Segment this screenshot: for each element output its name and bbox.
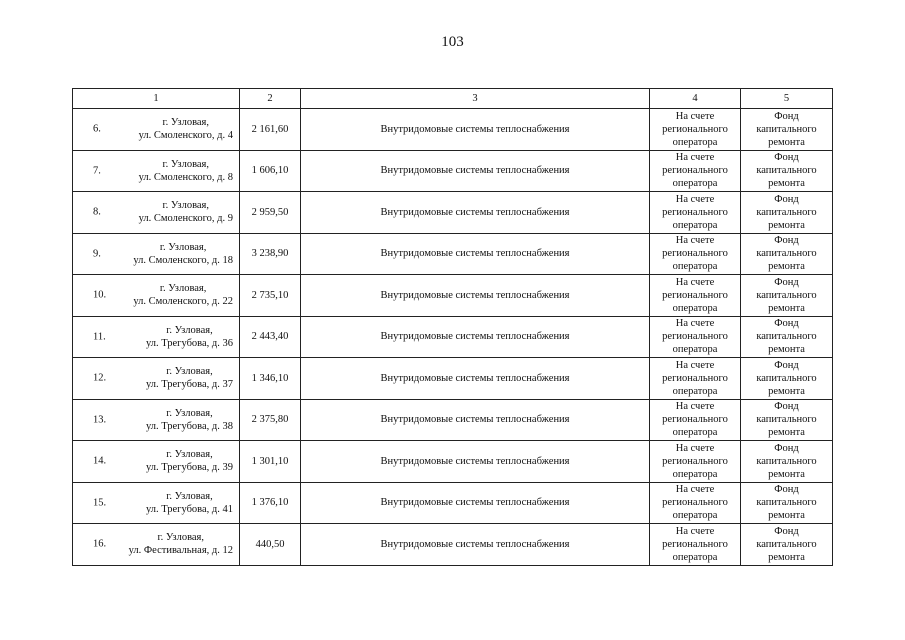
fund-cell [741, 524, 833, 566]
account-line-1: На счете [675, 401, 715, 413]
table-header [73, 89, 833, 109]
account-cell [650, 275, 741, 317]
address-street: ул. Смоленского, д. 4 [138, 130, 233, 142]
fund-line-1: Фонд [774, 110, 799, 122]
account-line-3: оператора [672, 344, 718, 356]
fund-line-2: капитального [756, 123, 817, 135]
address-cell [73, 399, 240, 441]
table-row [73, 233, 833, 275]
address [146, 490, 233, 516]
fund-line-1: Фонд [774, 401, 799, 413]
fund-line-2: капитального [756, 248, 817, 260]
fund-line-2: капитального [756, 455, 817, 467]
account-cell [650, 524, 741, 566]
account-line-2: регионального [662, 497, 728, 509]
address [139, 199, 233, 225]
header-col-3: 3 [301, 89, 650, 109]
header-col-1: 1 [73, 89, 240, 109]
account-cell [650, 358, 741, 400]
account-line-1: На счете [675, 318, 715, 330]
address-city: г. Узловая, [162, 158, 210, 170]
account-line-1: На счете [675, 235, 715, 247]
table-row [73, 316, 833, 358]
account-line-3: оператора [672, 302, 718, 314]
account-line-1: На счете [675, 359, 715, 371]
account-line-1: На счете [675, 193, 715, 205]
area-cell: 440,50 [240, 524, 301, 566]
account-line-1: На счете [675, 152, 715, 164]
table-row [73, 524, 833, 566]
account-line-2: регионального [662, 289, 728, 301]
area-cell: 2 161,60 [240, 109, 301, 151]
account-line-3: оператора [672, 219, 718, 231]
address [133, 241, 233, 267]
account-line-3: оператора [672, 385, 718, 397]
fund-line-1: Фонд [774, 484, 799, 496]
account-cell [650, 482, 741, 524]
fund-line-1: Фонд [774, 276, 799, 288]
account-line-3: оператора [672, 178, 718, 190]
account-line-2: регионального [662, 165, 728, 177]
fund-line-3: ремонта [768, 178, 805, 190]
account-line-3: оператора [672, 551, 718, 563]
fund-line-3: ремонта [768, 385, 805, 397]
fund-cell [741, 150, 833, 192]
address-cell [73, 524, 240, 566]
address-cell [73, 316, 240, 358]
account-line-1: На счете [675, 525, 715, 537]
table-row [73, 275, 833, 317]
fund-cell [741, 233, 833, 275]
row-number: 11. [93, 331, 106, 343]
header-col-4: 4 [650, 89, 741, 109]
address-street: ул. Смоленского, д. 9 [138, 213, 233, 225]
area-cell: 1 301,10 [240, 441, 301, 483]
account-line-1: На счете [675, 484, 715, 496]
address-city: г. Узловая, [162, 117, 210, 129]
account-line-3: оператора [672, 136, 718, 148]
address-city: г. Узловая, [166, 366, 213, 378]
header-col-2: 2 [240, 89, 301, 109]
account-line-3: оператора [672, 468, 718, 480]
address-cell [73, 192, 240, 234]
account-line-2: регионального [662, 455, 728, 467]
address-cell [73, 150, 240, 192]
fund-line-2: капитального [756, 289, 817, 301]
account-line-2: регионального [662, 372, 728, 384]
row-number: 16. [93, 538, 107, 550]
address-cell [73, 441, 240, 483]
fund-line-3: ремонта [768, 219, 805, 231]
address-city: г. Узловая, [166, 407, 213, 419]
address-street: ул. Трегубова, д. 39 [145, 462, 233, 474]
address-street: ул. Трегубова, д. 37 [145, 379, 233, 391]
address [146, 324, 233, 350]
address [146, 407, 233, 433]
account-line-1: На счете [675, 442, 715, 454]
address [139, 158, 233, 184]
work-type-cell: Внутридомовые системы теплоснабжения [301, 441, 650, 483]
account-line-2: регионального [662, 414, 728, 426]
row-number: 15. [93, 497, 107, 509]
fund-line-2: капитального [756, 538, 817, 550]
fund-line-3: ремонта [768, 468, 805, 480]
area-cell: 2 959,50 [240, 192, 301, 234]
area-cell: 1 346,10 [240, 358, 301, 400]
address-street: ул. Смоленского, д. 8 [138, 171, 233, 183]
row-number: 10. [93, 289, 107, 301]
account-cell [650, 441, 741, 483]
fund-cell [741, 399, 833, 441]
repair-table [72, 88, 833, 566]
account-line-1: На счете [675, 276, 715, 288]
row-number: 14. [93, 455, 107, 467]
work-type-cell: Внутридомовые системы теплоснабжения [301, 275, 650, 317]
area-cell: 2 443,40 [240, 316, 301, 358]
address-city: г. Узловая, [159, 283, 207, 295]
fund-cell [741, 109, 833, 151]
table-row [73, 192, 833, 234]
address-cell [73, 358, 240, 400]
area-cell: 3 238,90 [240, 233, 301, 275]
fund-line-3: ремонта [768, 427, 805, 439]
header-col-5: 5 [741, 89, 833, 109]
area-cell: 2 375,80 [240, 399, 301, 441]
account-line-2: регионального [662, 538, 728, 550]
address-cell [73, 482, 240, 524]
account-line-3: оператора [672, 427, 718, 439]
row-number: 13. [93, 414, 107, 426]
account-cell [650, 316, 741, 358]
work-type-cell: Внутридомовые системы теплоснабжения [301, 316, 650, 358]
fund-line-2: капитального [756, 206, 817, 218]
address-city: г. Узловая, [166, 324, 213, 336]
header-row [73, 89, 833, 109]
address-street: ул. Трегубова, д. 41 [145, 503, 233, 515]
fund-line-3: ремонта [768, 551, 805, 563]
account-cell [650, 233, 741, 275]
account-line-2: регионального [662, 248, 728, 260]
account-line-2: регионального [662, 123, 728, 135]
work-type-cell: Внутридомовые системы теплоснабжения [301, 399, 650, 441]
address-city: г. Узловая, [159, 241, 207, 253]
work-type-cell: Внутридомовые системы теплоснабжения [301, 524, 650, 566]
address-street: ул. Трегубова, д. 38 [145, 420, 233, 432]
address-cell [73, 233, 240, 275]
fund-line-3: ремонта [768, 510, 805, 522]
fund-cell [741, 441, 833, 483]
fund-line-2: капитального [756, 372, 817, 384]
account-line-2: регионального [662, 331, 728, 343]
address-street: ул. Смоленского, д. 18 [133, 254, 233, 266]
address [146, 448, 233, 474]
area-cell: 1 606,10 [240, 150, 301, 192]
fund-line-2: капитального [756, 497, 817, 509]
account-cell [650, 192, 741, 234]
area-cell: 2 735,10 [240, 275, 301, 317]
fund-line-2: капитального [756, 414, 817, 426]
address-city: г. Узловая, [166, 490, 213, 502]
address-street: ул. Трегубова, д. 36 [145, 337, 233, 349]
work-type-cell: Внутридомовые системы теплоснабжения [301, 150, 650, 192]
account-line-3: оператора [672, 510, 718, 522]
fund-cell [741, 358, 833, 400]
work-type-cell: Внутридомовые системы теплоснабжения [301, 192, 650, 234]
fund-cell [741, 316, 833, 358]
table-row [73, 150, 833, 192]
fund-line-3: ремонта [768, 302, 805, 314]
address-cell [73, 275, 240, 317]
fund-line-1: Фонд [774, 442, 799, 454]
row-number: 7. [93, 165, 101, 177]
address-cell [73, 109, 240, 151]
page-number: 103 [441, 34, 464, 50]
account-line-1: На счете [675, 110, 715, 122]
account-cell [650, 109, 741, 151]
fund-cell [741, 192, 833, 234]
address-city: г. Узловая, [162, 200, 210, 212]
address-city: г. Узловая, [166, 449, 213, 461]
address [129, 531, 233, 557]
fund-line-3: ремонта [768, 261, 805, 273]
fund-cell [741, 275, 833, 317]
table-row [73, 109, 833, 151]
fund-line-1: Фонд [774, 318, 799, 330]
fund-cell [741, 482, 833, 524]
table-row [73, 441, 833, 483]
work-type-cell: Внутридомовые системы теплоснабжения [301, 482, 650, 524]
account-cell [650, 399, 741, 441]
fund-line-1: Фонд [774, 193, 799, 205]
address-street: ул. Фестивальная, д. 12 [128, 545, 233, 557]
account-line-2: регионального [662, 206, 728, 218]
fund-line-3: ремонта [768, 344, 805, 356]
account-line-3: оператора [672, 261, 718, 273]
area-cell: 1 376,10 [240, 482, 301, 524]
work-type-cell: Внутридомовые системы теплоснабжения [301, 109, 650, 151]
fund-line-1: Фонд [774, 525, 799, 537]
row-number: 6. [93, 123, 101, 135]
table-row [73, 482, 833, 524]
table-row [73, 399, 833, 441]
work-type-cell: Внутридомовые системы теплоснабжения [301, 233, 650, 275]
fund-line-1: Фонд [774, 359, 799, 371]
address [133, 282, 233, 308]
work-type-cell: Внутридомовые системы теплоснабжения [301, 358, 650, 400]
row-number: 8. [93, 206, 101, 218]
table-body [73, 109, 833, 566]
fund-line-1: Фонд [774, 235, 799, 247]
fund-line-2: капитального [756, 165, 817, 177]
address-city: г. Узловая, [157, 532, 205, 544]
fund-line-3: ремонта [768, 136, 805, 148]
address-street: ул. Смоленского, д. 22 [133, 296, 233, 308]
row-number: 9. [93, 248, 101, 260]
row-number: 12. [93, 372, 107, 384]
address [146, 365, 233, 391]
fund-line-2: капитального [756, 331, 817, 343]
account-cell [650, 150, 741, 192]
address [139, 116, 233, 142]
table-row [73, 358, 833, 400]
fund-line-1: Фонд [774, 152, 799, 164]
